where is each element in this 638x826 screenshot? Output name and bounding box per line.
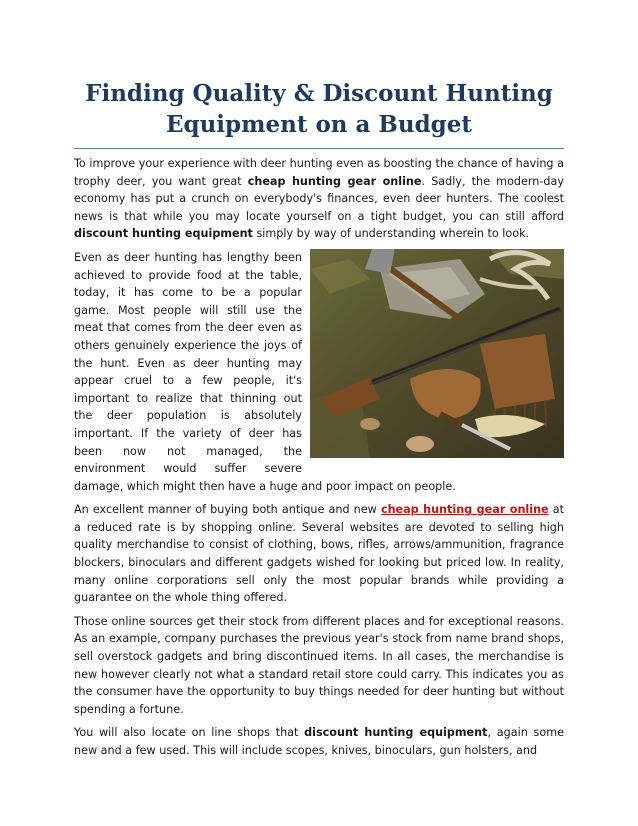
- paragraph-intro: [74, 155, 564, 243]
- paragraph-deer-hunting: Even as deer hunting has lengthy been achieved to provide food at the table, today, it has come to be a popular game. Most people will still use the meat that comes from the deer even as others genuinely experience the joys of the hunt. Even as deer hunting may appear cruel to a few people, it's important to realize that thinning out the deer population is absolutely important. If the variety of deer has been now not managed, the environment would suffer severe damage, which might then have a huge and poor impact on people.: [74, 250, 456, 493]
- text-run: An excellent manner of buying both antique and new: [74, 503, 381, 517]
- text-run: at a reduced rate is by shopping online. Several websites are devoted to selling high quality merchandise to consist of clothing, bows, rifles, arrows/ammunition, fragrance blockers, binoculars and different gadgets wished for looking but priced low. In reality, many online corporations sell only the most popular brands while providing a guarantee on the whole thing offered.: [74, 503, 564, 605]
- document-page: [74, 78, 564, 760]
- cheap-hunting-gear-link[interactable]: cheap hunting gear online: [380, 503, 549, 517]
- text-run: simply by way of understanding wherein to look.: [252, 227, 530, 241]
- bold-phrase: cheap hunting gear online: [247, 174, 422, 188]
- bold-phrase: discount hunting equipment: [304, 726, 488, 740]
- title-line-1: Finding Quality & Discount Hunting: [85, 80, 553, 107]
- paragraph-stock-sources: Those online sources get their stock from different places and for exceptional reasons. As an example, company purchases the previous year's stock from name brand shops, sell overstock gadgets and bring discontinued items. In all cases, the merchandise is new however clearly not what a standard retail store could carry. This indicates you as the consumer have the opportunity to buy things needed for deer hunting but without spending a fortune.: [74, 614, 564, 716]
- text-run: . Sadly, the modern-day economy has put a crunch on everybody's finances, even deer hunters. The coolest news is that while you may locate yourself on a tight budget, you can still afford: [74, 174, 565, 223]
- bold-phrase: discount hunting equipment: [74, 227, 253, 241]
- text-run: You will also locate on line shops that: [74, 726, 305, 740]
- text-run: , again some new and a few used. This will include scopes, knives, binoculars, gun holsters, and: [74, 726, 564, 757]
- paragraph-online-shopping: [74, 501, 564, 607]
- hunting-gear-photo: [310, 249, 564, 458]
- paragraph-discount-shops: [74, 724, 564, 759]
- hunting-gear-illustration: [310, 249, 564, 458]
- paragraph-with-photo: [74, 249, 564, 495]
- text-run: To improve your experience with deer hunting even as boosting the chance of having a trophy deer, you want great: [74, 157, 564, 188]
- title-line-2: Equipment on a Budget: [165, 111, 473, 138]
- page-title: [74, 78, 564, 149]
